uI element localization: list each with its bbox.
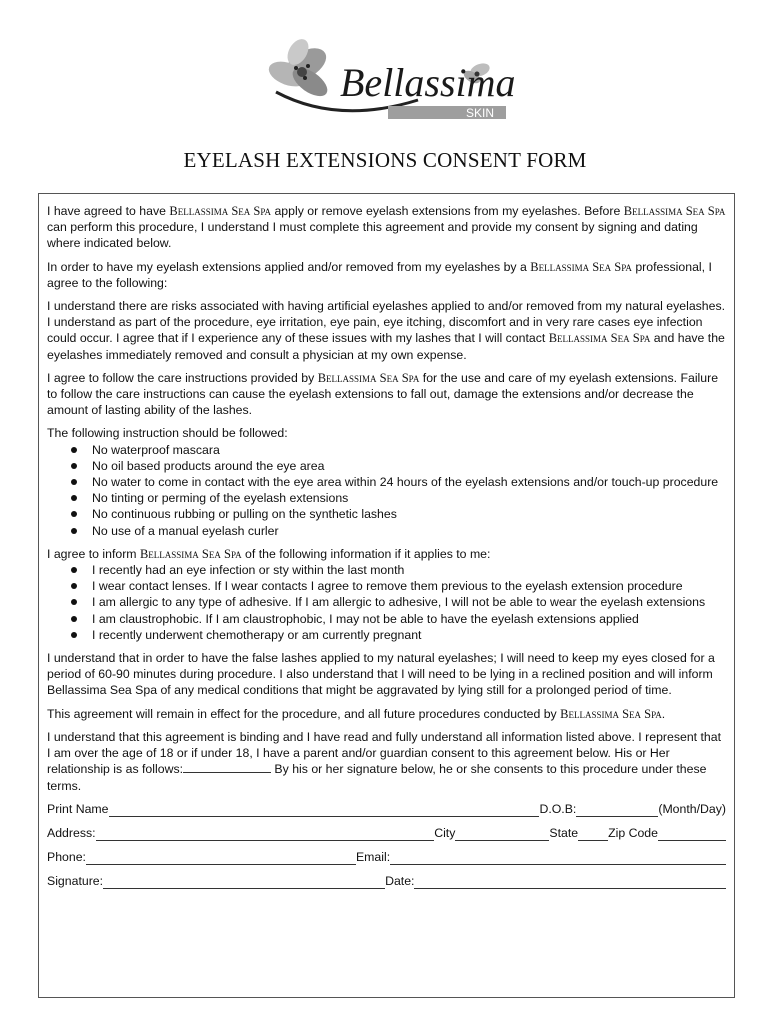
- address-field[interactable]: [96, 828, 435, 841]
- text: By his or her signature below, he or she consents to this procedure under these terms.: [47, 762, 707, 793]
- list-item-text: No waterproof mascara: [92, 442, 220, 457]
- text: can perform this procedure, I understand I must complete this agreement and provide my consent by signing and dating where indicated below.: [47, 220, 698, 251]
- zip-field[interactable]: [658, 828, 726, 841]
- email-field[interactable]: [390, 852, 726, 865]
- print-name-label: Print Name: [47, 801, 109, 816]
- list-item: [92, 611, 726, 627]
- signature-field[interactable]: [103, 876, 385, 889]
- paragraph-risks: [47, 298, 726, 363]
- text: .: [661, 706, 666, 721]
- month-day-label: (Month/Day): [658, 801, 726, 816]
- list-item: [92, 458, 726, 474]
- text: I understand there are risks associated with having artificial eyelashes applied to and/or removed from my natural eyelashes. I understand as part of the procedure, eye irritation, eye pain, eye itching, discomfort and in very rare cases eye infection could occur. I agree that if I experience any of these issues with my lashes that I will contact: [47, 299, 726, 346]
- list-item: [92, 442, 726, 458]
- text: and have the eyelashes immediately removed and consult a physician at my own expense.: [47, 331, 725, 362]
- paragraph-effect: [47, 706, 726, 722]
- row-signature: [47, 873, 726, 889]
- paragraph-terms-intro: [47, 259, 726, 291]
- date-label: Date:: [385, 873, 415, 888]
- print-name-field[interactable]: [109, 804, 540, 817]
- signature-label: Signature:: [47, 873, 104, 888]
- business-name: Bellassima Sea Spa: [623, 204, 726, 218]
- bullet-icon: [71, 567, 77, 573]
- bullet-icon: [71, 447, 77, 453]
- bullet-icon: [71, 495, 77, 501]
- list-item-text: I recently underwent chemotherapy or am currently pregnant: [92, 627, 422, 642]
- text: I understand that this agreement is binding and I have read and fully understand all information listed above. I represent that I am over the age of 18 or if under 18, I have a parent and/or guardian consent to this agreement below. His or Her relationship is as follows:: [47, 729, 722, 777]
- list-item-text: No tinting or perming of the eyelash extensions: [92, 491, 349, 506]
- business-name: Bellassima Sea Spa: [317, 370, 420, 385]
- logo-graphic: [258, 30, 518, 125]
- list-item-text: No oil based products around the eye area: [92, 458, 325, 473]
- instructions-intro: The following instruction should be followed:: [47, 426, 288, 441]
- list-item: [92, 594, 726, 610]
- text: of the following information if it applies to me:: [241, 546, 491, 561]
- bullet-icon: [71, 463, 77, 469]
- list-item: [92, 523, 726, 539]
- zip-label: Zip Code: [608, 825, 658, 840]
- row-address: [47, 825, 726, 841]
- paragraph-care: [47, 370, 726, 419]
- text: This agreement will remain in effect for the procedure, and all future procedures conducted by: [47, 706, 561, 721]
- inform-list: [47, 562, 726, 643]
- state-label: State: [549, 825, 579, 840]
- address-label: Address:: [47, 825, 96, 840]
- bullet-icon: [71, 616, 77, 622]
- text: In order to have my eyelash extensions applied and/or removed from my eyelashes by a: [47, 259, 531, 274]
- text: I have agreed to have: [47, 204, 170, 218]
- paragraph-agreement: [47, 203, 726, 252]
- text: professional, I agree to the following:: [47, 259, 712, 290]
- list-item-text: No use of a manual eyelash curler: [92, 523, 279, 538]
- row-name-dob: [47, 801, 726, 817]
- bullet-icon: [71, 511, 77, 517]
- list-item: [92, 506, 726, 522]
- list-item-text: I wear contact lenses. If I wear contacts I agree to remove them previous to the eyelash extension procedure: [92, 579, 683, 594]
- paragraph-procedure: I understand that in order to have the false lashes applied to my natural eyelashes; I will need to keep my eyes closed for a period of 60-90 minutes during procedure. I also understand that I will need to be lying in a reclined position and will inform Bellassima Sea Spa of any medical conditions that might be aggravated by lying still for a prolonged period of time.: [47, 651, 715, 698]
- phone-label: Phone:: [47, 849, 86, 864]
- relationship-field[interactable]: [183, 761, 271, 773]
- business-name: Bellassima Sea Spa: [560, 706, 662, 721]
- text: apply or remove eyelash extensions from my eyelashes. Before: [271, 204, 624, 218]
- list-item: [92, 474, 726, 490]
- bullet-icon: [71, 599, 77, 605]
- list-item-text: I am allergic to any type of adhesive. If I am allergic to adhesive, I will not be able to wear the eyelash extensions: [92, 595, 706, 610]
- list-item-text: No water to come in contact with the eye area within 24 hours of the eyelash extensions and/or touch-up procedure: [92, 475, 719, 490]
- list-item-text: I am claustrophobic. If I am claustrophobic, I may not be able to have the eyelash extensions applied: [92, 611, 639, 626]
- logo-brand-text: Bellassima: [340, 60, 516, 105]
- text: I agree to inform: [47, 546, 140, 561]
- dob-label: D.O.B:: [539, 801, 577, 816]
- bullet-icon: [71, 632, 77, 638]
- logo-tagline-text: SKIN: [465, 106, 494, 120]
- signature-fields: [47, 801, 726, 889]
- list-item-text: No continuous rubbing or pulling on the synthetic lashes: [92, 507, 397, 522]
- text: I agree to follow the care instructions provided by: [47, 370, 318, 385]
- text: for the use and care of my eyelash extensions. Failure to follow the care instructions can cause the eyelash extensions to fall out, damage the extensions and/or decrease the amount of lasting ability of the lashes.: [47, 370, 719, 418]
- city-label: City: [434, 825, 456, 840]
- bullet-icon: [71, 583, 77, 589]
- row-contact: [47, 849, 726, 865]
- inform-intro: [47, 546, 726, 562]
- instructions-list: [47, 442, 726, 539]
- business-name: Bellassima Sea Spa: [169, 204, 272, 218]
- list-item-text: I recently had an eye infection or sty within the last month: [92, 563, 405, 578]
- phone-field[interactable]: [86, 852, 356, 865]
- dob-field[interactable]: [576, 804, 658, 817]
- email-label: Email:: [355, 849, 391, 864]
- form-title: EYELASH EXTENSIONS CONSENT FORM: [183, 148, 587, 172]
- date-field[interactable]: [414, 876, 726, 889]
- business-name: Bellassima Sea Spa: [548, 331, 651, 346]
- state-field[interactable]: [578, 828, 608, 841]
- bellassima-logo: [258, 30, 518, 125]
- business-name: Bellassima Sea Spa: [139, 546, 242, 561]
- city-field[interactable]: [455, 828, 549, 841]
- list-item: [92, 562, 726, 578]
- bullet-icon: [71, 479, 77, 485]
- list-item: [92, 490, 726, 506]
- paragraph-binding: [47, 729, 726, 794]
- list-item: [92, 578, 726, 594]
- bullet-icon: [71, 528, 77, 534]
- list-item: [92, 627, 726, 643]
- consent-form-body: [38, 193, 735, 998]
- business-name: Bellassima Sea Spa: [530, 259, 632, 274]
